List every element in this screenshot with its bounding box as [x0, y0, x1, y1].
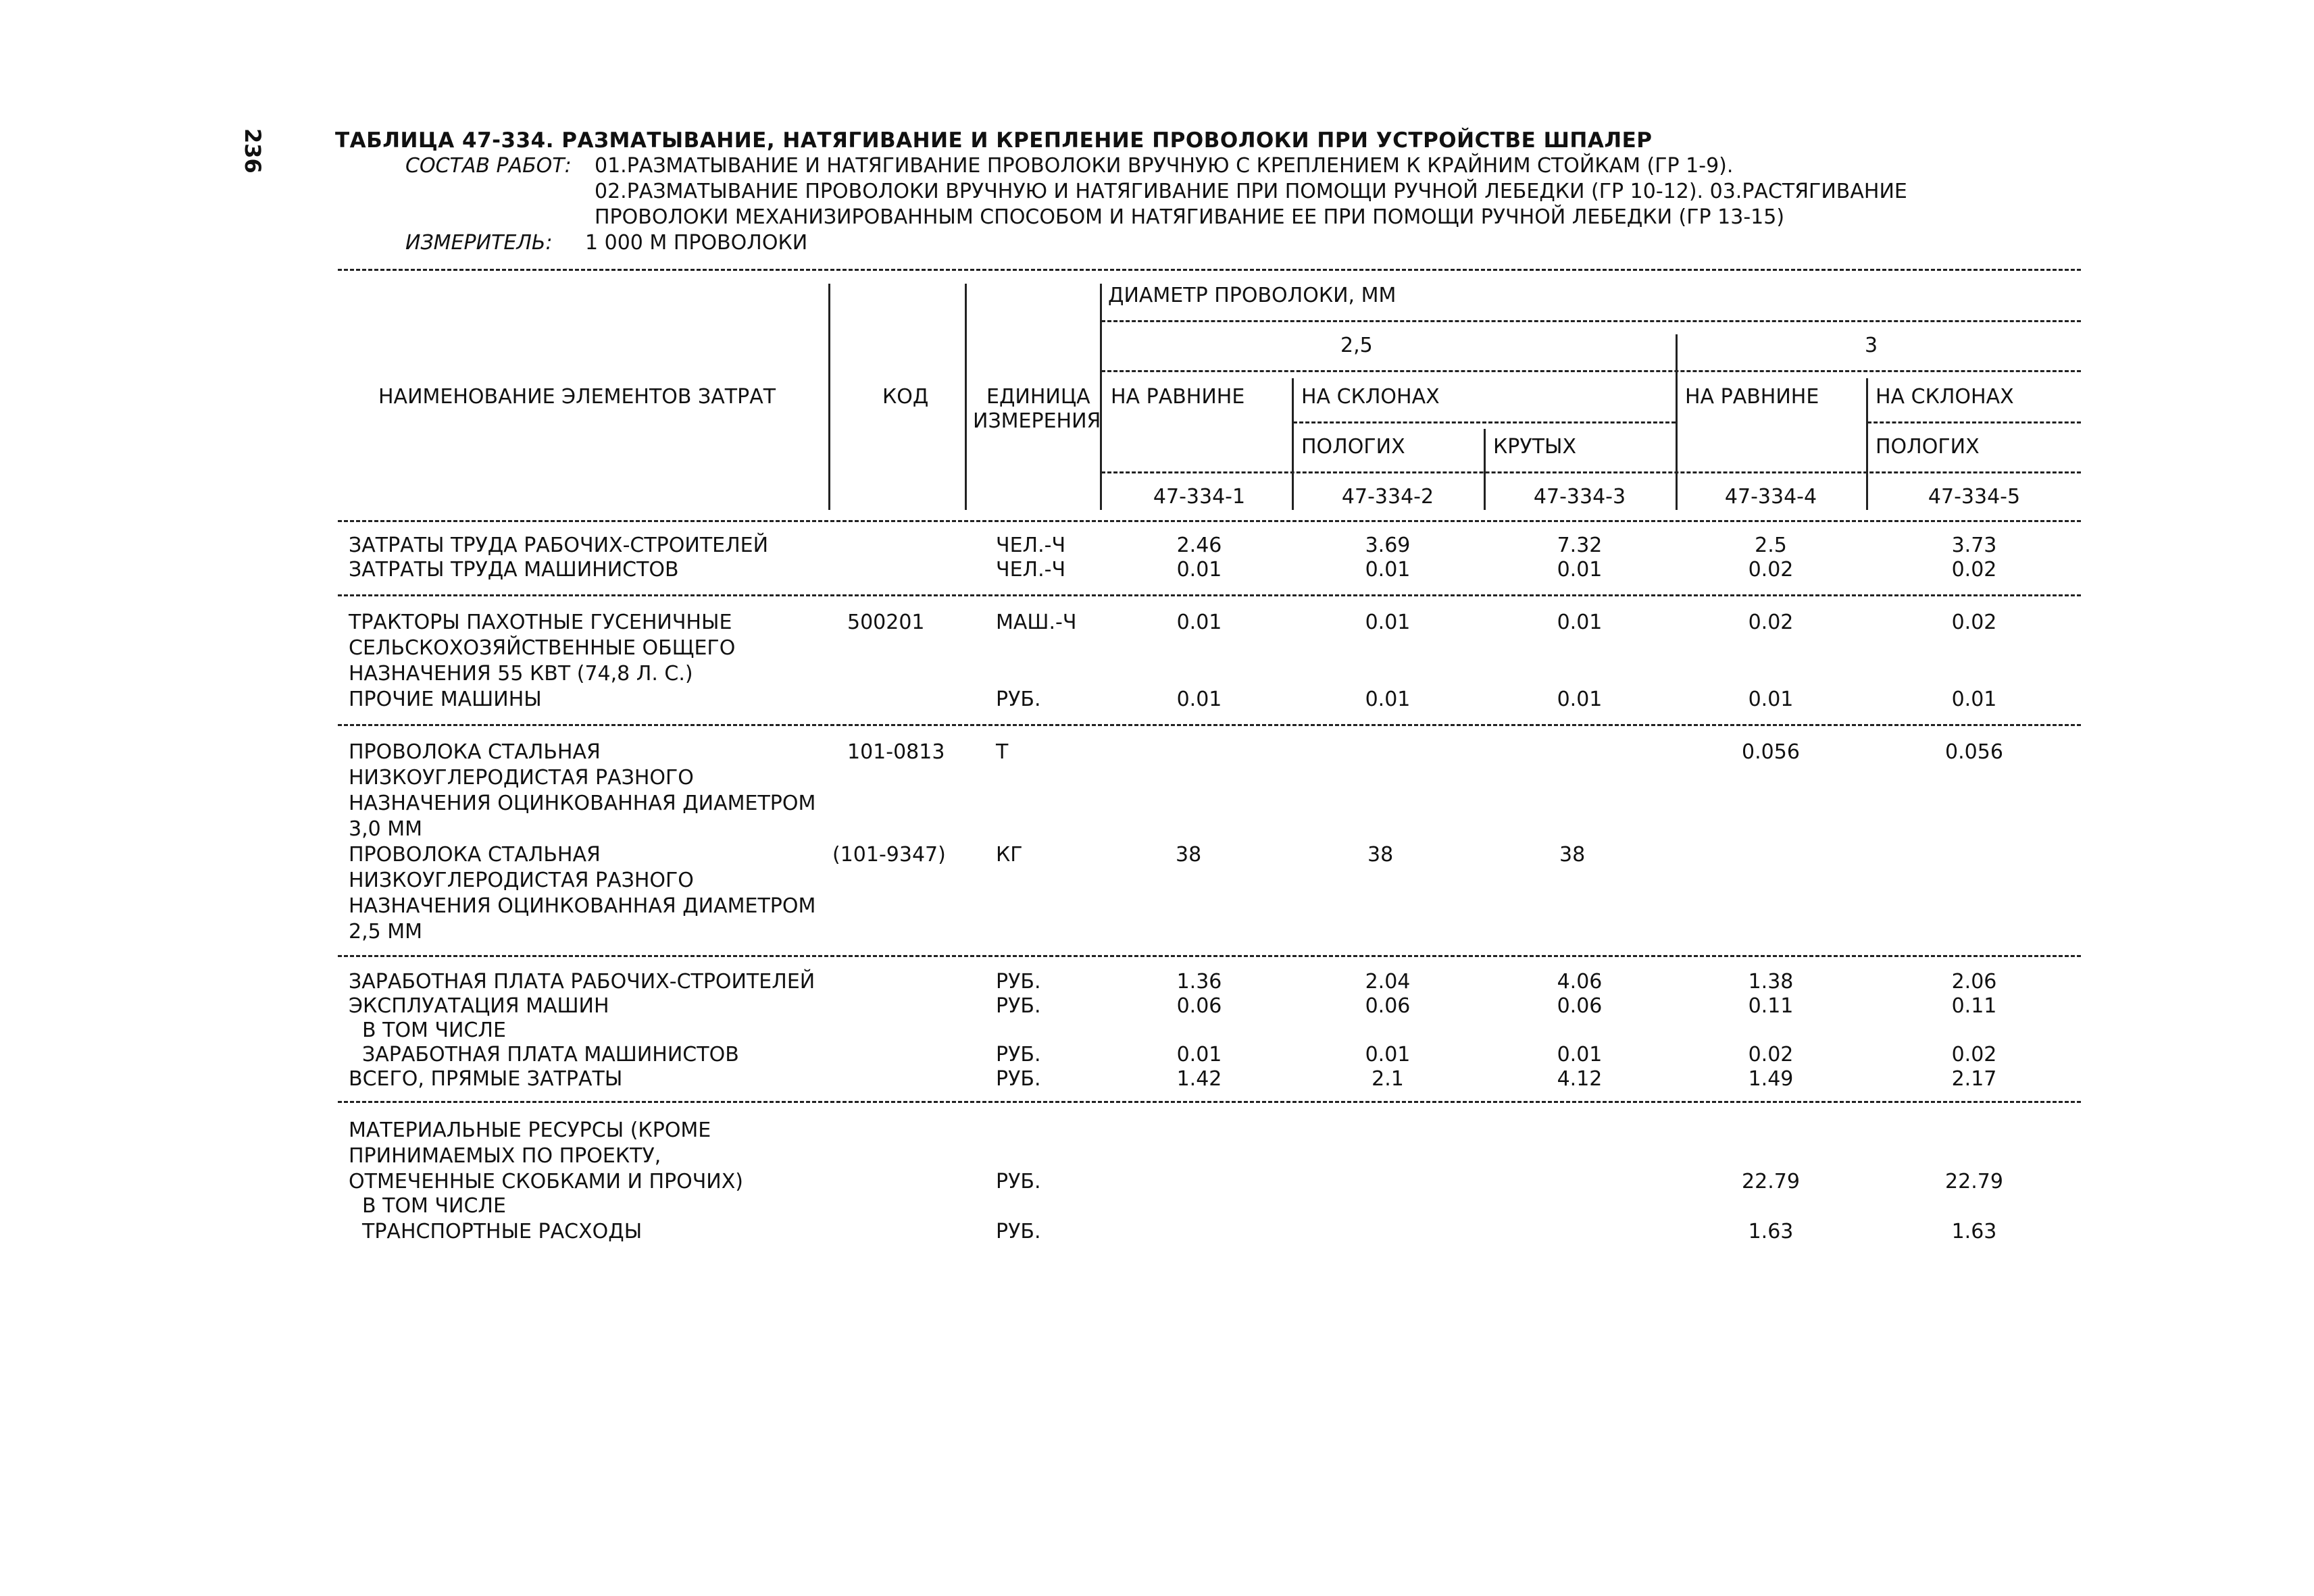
header-bottom-rule	[338, 520, 2081, 522]
row-value: 0.06	[1176, 994, 1222, 1018]
row-value: 0.01	[1557, 558, 1603, 582]
row-unit: ЧЕЛ.-Ч	[996, 534, 1066, 557]
row-name: НИЗКОУГЛЕРОДИСТАЯ РАЗНОГО	[349, 766, 694, 790]
row-name: НАЗНАЧЕНИЯ ОЦИНКОВАННАЯ ДИАМЕТРОМ	[349, 792, 816, 815]
section-rule	[338, 955, 2081, 957]
row-name: ОТМЕЧЕННЫЕ СКОБКАМИ И ПРОЧИХ)	[349, 1170, 744, 1193]
row-value: 4.06	[1557, 970, 1603, 994]
row-name: ТРАНСПОРТНЫЕ РАСХОДЫ	[362, 1220, 643, 1243]
col-code-4: 47-334-4	[1724, 485, 1817, 509]
header-rule	[1101, 471, 2081, 473]
row-value: 3.73	[1951, 534, 1997, 557]
row-value: 0.01	[1557, 688, 1603, 711]
col-code-5: 47-334-5	[1928, 485, 2021, 509]
row-value: 3.69	[1365, 534, 1411, 557]
row-value: 38	[1367, 843, 1394, 867]
row-name: В ТОМ ЧИСЛЕ	[362, 1194, 506, 1218]
table-title: ТАБЛИЦА 47-334. РАЗМАТЫВАНИЕ, НАТЯГИВАНИЕ И КРЕПЛЕНИЕ ПРОВОЛОКИ ПРИ УСТРОЙСТВЕ ШПАЛЕР	[335, 128, 1653, 153]
row-value: 0.01	[1748, 688, 1794, 711]
header-diameter: ДИАМЕТР ПРОВОЛОКИ, ММ	[1108, 284, 1397, 307]
header-separator	[965, 284, 967, 510]
row-value: 1.36	[1176, 970, 1222, 994]
row-name: В ТОМ ЧИСЛЕ	[362, 1019, 506, 1042]
row-value: 4.12	[1557, 1067, 1603, 1091]
header-rule	[1867, 421, 2081, 423]
row-unit: МАШ.-Ч	[996, 611, 1077, 634]
header-code: КОД	[882, 385, 929, 409]
composition-label: СОСТАВ РАБОТ:	[405, 154, 572, 178]
header-slopes-2: НА СКЛОНАХ	[1876, 385, 2014, 409]
row-name: ПРОВОЛОКА СТАЛЬНАЯ	[349, 843, 601, 867]
header-d1: 2,5	[1340, 334, 1373, 357]
row-name: СЕЛЬСКОХОЗЯЙСТВЕННЫЕ ОБЩЕГО	[349, 636, 736, 660]
header-separator	[1676, 334, 1678, 510]
row-value: 0.01	[1557, 611, 1603, 634]
header-rule	[1101, 370, 2081, 372]
composition-line-2: 02.РАЗМАТЫВАНИЕ ПРОВОЛОКИ ВРУЧНУЮ И НАТЯГИВАНИЕ ПРИ ПОМОЩИ РУЧНОЙ ЛЕБЕДКИ (ГР 10-12). 03.РАСТЯГИВАНИЕ	[595, 180, 1907, 203]
row-value: 0.02	[1748, 611, 1794, 634]
row-value: 7.32	[1557, 534, 1603, 557]
row-value: 1.38	[1748, 970, 1794, 994]
section-rule	[338, 594, 2081, 596]
col-code-3: 47-334-3	[1533, 485, 1626, 509]
col-code-2: 47-334-2	[1341, 485, 1434, 509]
section-rule	[338, 724, 2081, 726]
header-plain-1: НА РАВНИНЕ	[1111, 385, 1245, 409]
row-name: ПРИНИМАЕМЫХ ПО ПРОЕКТУ,	[349, 1144, 661, 1168]
row-value: 0.11	[1748, 994, 1794, 1018]
row-unit: РУБ.	[996, 1043, 1041, 1066]
row-code: (101-9347)	[832, 843, 946, 867]
row-value: 0.01	[1176, 558, 1222, 582]
row-value: 0.02	[1748, 1043, 1794, 1066]
row-value: 2.46	[1176, 534, 1222, 557]
row-unit: ЧЕЛ.-Ч	[996, 558, 1066, 582]
page-number: 236	[240, 128, 266, 174]
row-unit: РУБ.	[996, 1170, 1041, 1193]
row-value: 0.02	[1748, 558, 1794, 582]
row-value: 1.63	[1748, 1220, 1794, 1243]
header-separator	[828, 284, 830, 510]
row-value: 0.01	[1176, 1043, 1222, 1066]
row-value: 0.01	[1365, 1043, 1411, 1066]
composition-line-3: ПРОВОЛОКИ МЕХАНИЗИРОВАННЫМ СПОСОБОМ И НАТЯГИВАНИЕ ЕЕ ПРИ ПОМОЩИ РУЧНОЙ ЛЕБЕДКИ (ГР 13-15)	[595, 205, 1785, 229]
row-unit: РУБ.	[996, 688, 1041, 711]
row-value: 0.01	[1176, 611, 1222, 634]
row-value: 0.01	[1365, 611, 1411, 634]
row-value: 0.02	[1951, 558, 1997, 582]
col-code-1: 47-334-1	[1153, 485, 1246, 509]
row-value: 2.04	[1365, 970, 1411, 994]
row-value: 0.056	[1945, 740, 2003, 764]
row-name: ЗАРАБОТНАЯ ПЛАТА МАШИНИСТОВ	[362, 1043, 739, 1066]
row-name: ЗАРАБОТНАЯ ПЛАТА РАБОЧИХ-СТРОИТЕЛЕЙ	[349, 970, 815, 994]
header-steep-1: КРУТЫХ	[1493, 435, 1577, 459]
row-name: ТРАКТОРЫ ПАХОТНЫЕ ГУСЕНИЧНЫЕ	[349, 611, 732, 634]
header-rule	[1101, 320, 2081, 322]
row-value: 1.42	[1176, 1067, 1222, 1091]
row-value: 0.11	[1951, 994, 1997, 1018]
row-unit: РУБ.	[996, 1067, 1041, 1091]
row-value: 1.63	[1951, 1220, 1997, 1243]
header-plain-2: НА РАВНИНЕ	[1685, 385, 1819, 409]
row-name: ЗАТРАТЫ ТРУДА МАШИНИСТОВ	[349, 558, 679, 582]
header-separator	[1100, 284, 1102, 510]
header-unit-2: ИЗМЕРЕНИЯ	[973, 409, 1101, 433]
row-value: 0.01	[1176, 688, 1222, 711]
header-name: НАИМЕНОВАНИЕ ЭЛЕМЕНТОВ ЗАТРАТ	[378, 385, 776, 409]
row-value: 22.79	[1742, 1170, 1800, 1193]
row-name: 3,0 ММ	[349, 817, 423, 841]
row-value: 0.01	[1365, 558, 1411, 582]
row-unit: Т	[996, 740, 1009, 764]
composition-line-1: 01.РАЗМАТЫВАНИЕ И НАТЯГИВАНИЕ ПРОВОЛОКИ ВРУЧНУЮ С КРЕПЛЕНИЕМ К КРАЙНИМ СТОЙКАМ (ГР 1-9).	[595, 154, 1734, 178]
row-name: НАЗНАЧЕНИЯ ОЦИНКОВАННАЯ ДИАМЕТРОМ	[349, 894, 816, 918]
row-value: 2.5	[1755, 534, 1787, 557]
table-top-rule	[338, 269, 2081, 271]
row-unit: РУБ.	[996, 994, 1041, 1018]
section-rule	[338, 1101, 2081, 1103]
row-unit: РУБ.	[996, 1220, 1041, 1243]
row-value: 0.056	[1742, 740, 1800, 764]
row-unit: РУБ.	[996, 970, 1041, 994]
row-value: 1.49	[1748, 1067, 1794, 1091]
row-name: МАТЕРИАЛЬНЫЕ РЕСУРСЫ (КРОМЕ	[349, 1118, 711, 1142]
row-name: НИЗКОУГЛЕРОДИСТАЯ РАЗНОГО	[349, 869, 694, 892]
row-value: 0.06	[1365, 994, 1411, 1018]
row-value: 2.17	[1951, 1067, 1997, 1091]
header-unit-1: ЕДИНИЦА	[986, 385, 1090, 409]
row-value: 0.01	[1557, 1043, 1603, 1066]
row-value: 2.1	[1372, 1067, 1404, 1091]
row-value: 2.06	[1951, 970, 1997, 994]
row-code: 500201	[847, 611, 925, 634]
row-value: 22.79	[1945, 1170, 2003, 1193]
row-name: ПРОВОЛОКА СТАЛЬНАЯ	[349, 740, 601, 764]
row-value: 0.02	[1951, 611, 1997, 634]
row-value: 0.06	[1557, 994, 1603, 1018]
row-value: 0.02	[1951, 1043, 1997, 1066]
row-code: 101-0813	[847, 740, 945, 764]
row-name: 2,5 ММ	[349, 920, 423, 944]
meter-value: 1 000 М ПРОВОЛОКИ	[585, 231, 808, 255]
header-slopes-1: НА СКЛОНАХ	[1301, 385, 1440, 409]
meter-label: ИЗМЕРИТЕЛЬ:	[405, 231, 553, 255]
row-unit: КГ	[996, 843, 1023, 867]
row-name: ЗАТРАТЫ ТРУДА РАБОЧИХ-СТРОИТЕЛЕЙ	[349, 534, 769, 557]
row-value: 38	[1176, 843, 1202, 867]
header-d2: 3	[1865, 334, 1878, 357]
row-name: ВСЕГО, ПРЯМЫЕ ЗАТРАТЫ	[349, 1067, 623, 1091]
header-rule	[1293, 421, 1676, 423]
header-gentle-2: ПОЛОГИХ	[1876, 435, 1980, 459]
row-name: ПРОЧИЕ МАШИНЫ	[349, 688, 542, 711]
row-value: 38	[1559, 843, 1586, 867]
row-value: 0.01	[1951, 688, 1997, 711]
row-value: 0.01	[1365, 688, 1411, 711]
row-name: НАЗНАЧЕНИЯ 55 КВТ (74,8 Л. С.)	[349, 662, 693, 686]
row-name: ЭКСПЛУАТАЦИЯ МАШИН	[349, 994, 609, 1018]
header-gentle-1: ПОЛОГИХ	[1301, 435, 1405, 459]
